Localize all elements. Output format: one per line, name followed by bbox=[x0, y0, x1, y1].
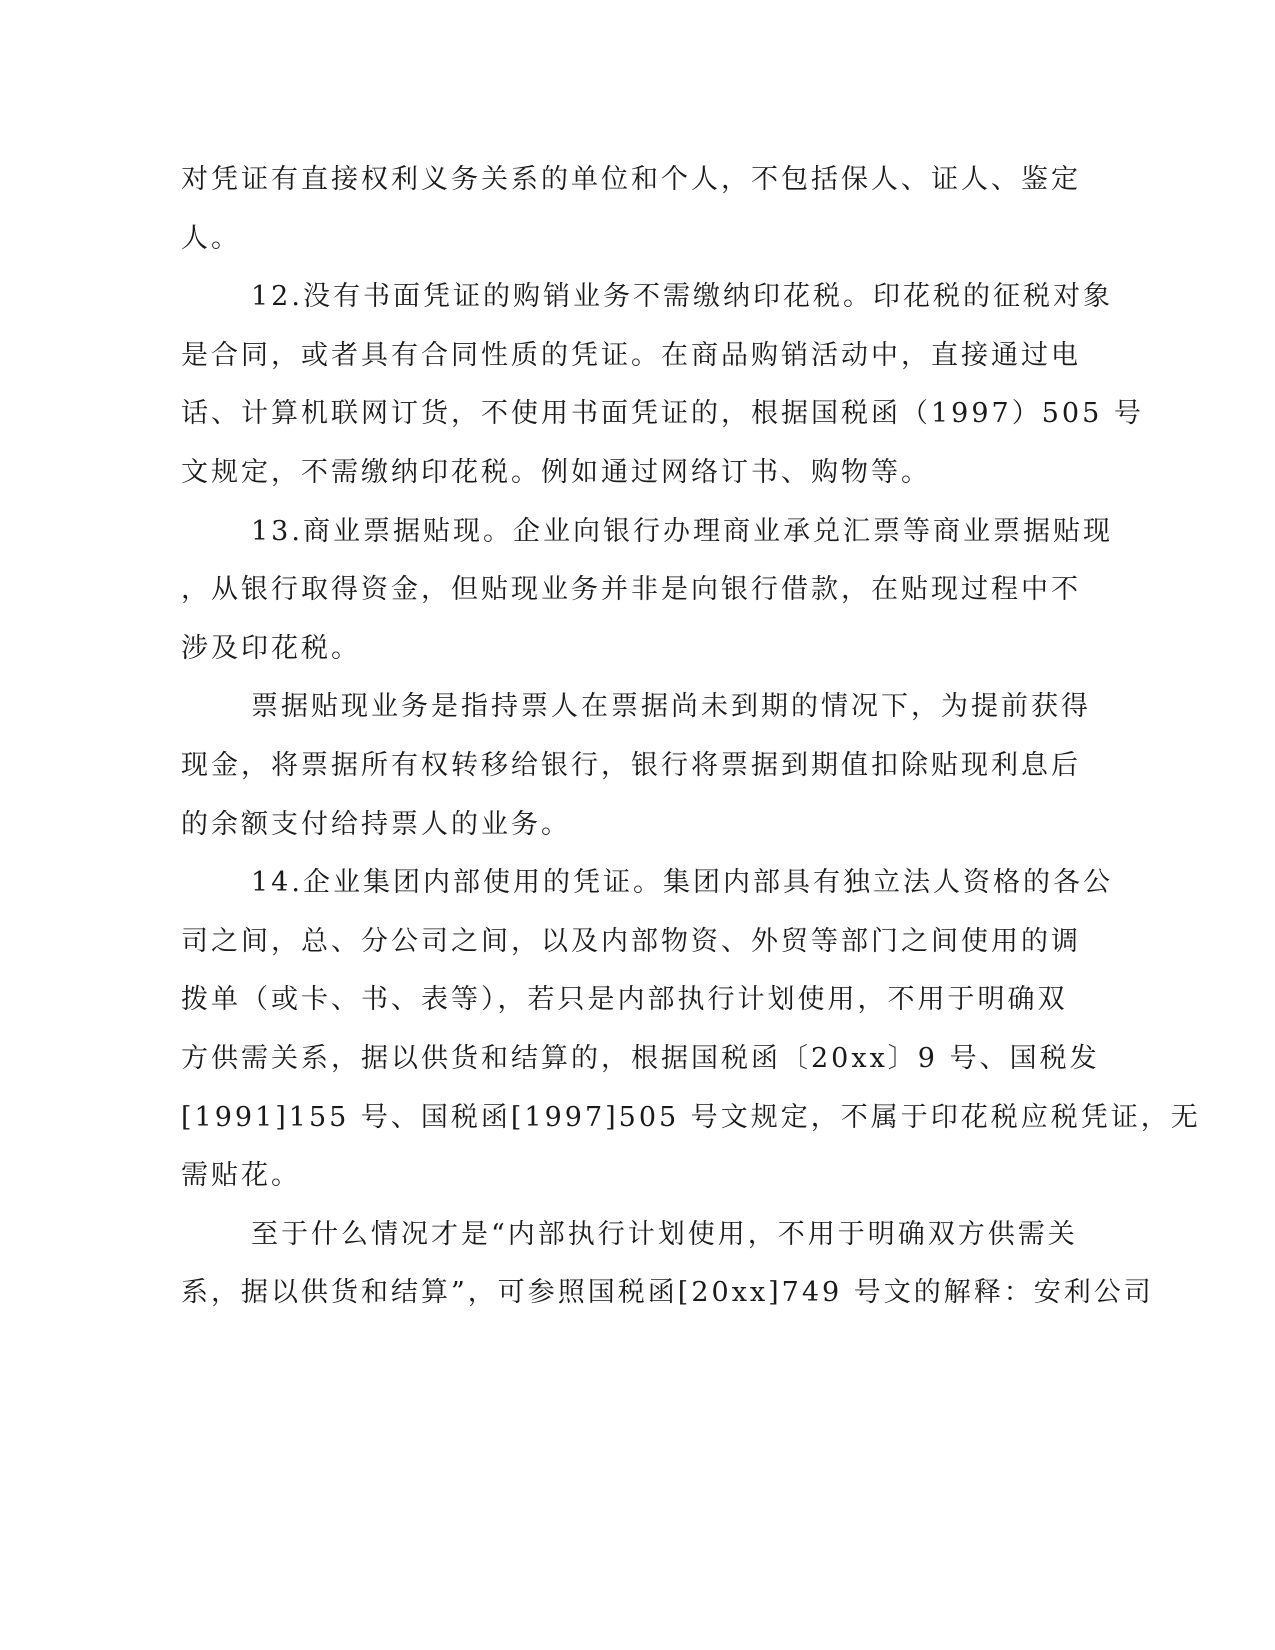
text-line: ，从银行取得资金，但贴现业务并非是向银行借款，在贴现过程中不 bbox=[181, 574, 1081, 606]
text-line: 是合同，或者具有合同性质的凭证。在商品购销活动中，直接通过电 bbox=[181, 339, 1081, 371]
paragraph-item-12 bbox=[181, 268, 1144, 502]
paragraph-discount-explanation bbox=[181, 678, 1091, 854]
text-line: 拨单（或卡、书、表等），若只是内部执行计划使用，不用于明确双 bbox=[181, 984, 1068, 1016]
paragraph-continuation bbox=[181, 151, 1081, 268]
text-line: 涉及印花税。 bbox=[181, 632, 361, 664]
text-line: 至于什么情况才是“内部执行计划使用，不用于明确双方供需关 bbox=[251, 1218, 1078, 1250]
text-line: [1991]155 号、国税函[1997]505 号文规定，不属于印花税应税凭证，无 bbox=[181, 1101, 1201, 1133]
text-line: 票据贴现业务是指持票人在票据尚未到期的情况下，为提前获得 bbox=[251, 691, 1091, 723]
text-line: 话、计算机联网订货，不使用书面凭证的，根据国税函（1997）505 号 bbox=[181, 398, 1144, 430]
text-line: 的余额支付给持票人的业务。 bbox=[181, 808, 571, 840]
text-line: 方供需关系，据以供货和结算的，根据国税函〔20xx〕9 号、国税发 bbox=[181, 1042, 1100, 1074]
text-line: 系，据以供货和结算”，可参照国税函[20xx]749 号文的解释：安利公司 bbox=[181, 1277, 1154, 1309]
text-line: 对凭证有直接权利义务关系的单位和个人，不包括保人、证人、鉴定 bbox=[181, 164, 1081, 195]
text-line: 13.商业票据贴现。企业向银行办理商业承兑汇票等商业票据贴现 bbox=[251, 515, 1113, 547]
document-body bbox=[181, 151, 1201, 1323]
text-line: 文规定，不需缴纳印花税。例如通过网络订书、购物等。 bbox=[181, 456, 931, 488]
paragraph-item-13 bbox=[181, 503, 1113, 679]
text-line: 人。 bbox=[181, 222, 241, 254]
text-line: 需贴花。 bbox=[181, 1160, 301, 1192]
text-line: 现金，将票据所有权转移给银行，银行将票据到期值扣除贴现利息后 bbox=[181, 749, 1081, 781]
text-line: 12.没有书面凭证的购销业务不需缴纳印花税。印花税的征税对象 bbox=[251, 281, 1113, 313]
text-line: 司之间，总、分公司之间，以及内部物资、外贸等部门之间使用的调 bbox=[181, 925, 1081, 957]
text-line: 14.企业集团内部使用的凭证。集团内部具有独立法人资格的各公 bbox=[251, 867, 1113, 899]
paragraph-item-14 bbox=[181, 854, 1201, 1206]
paragraph-internal-use-explanation bbox=[181, 1206, 1154, 1323]
